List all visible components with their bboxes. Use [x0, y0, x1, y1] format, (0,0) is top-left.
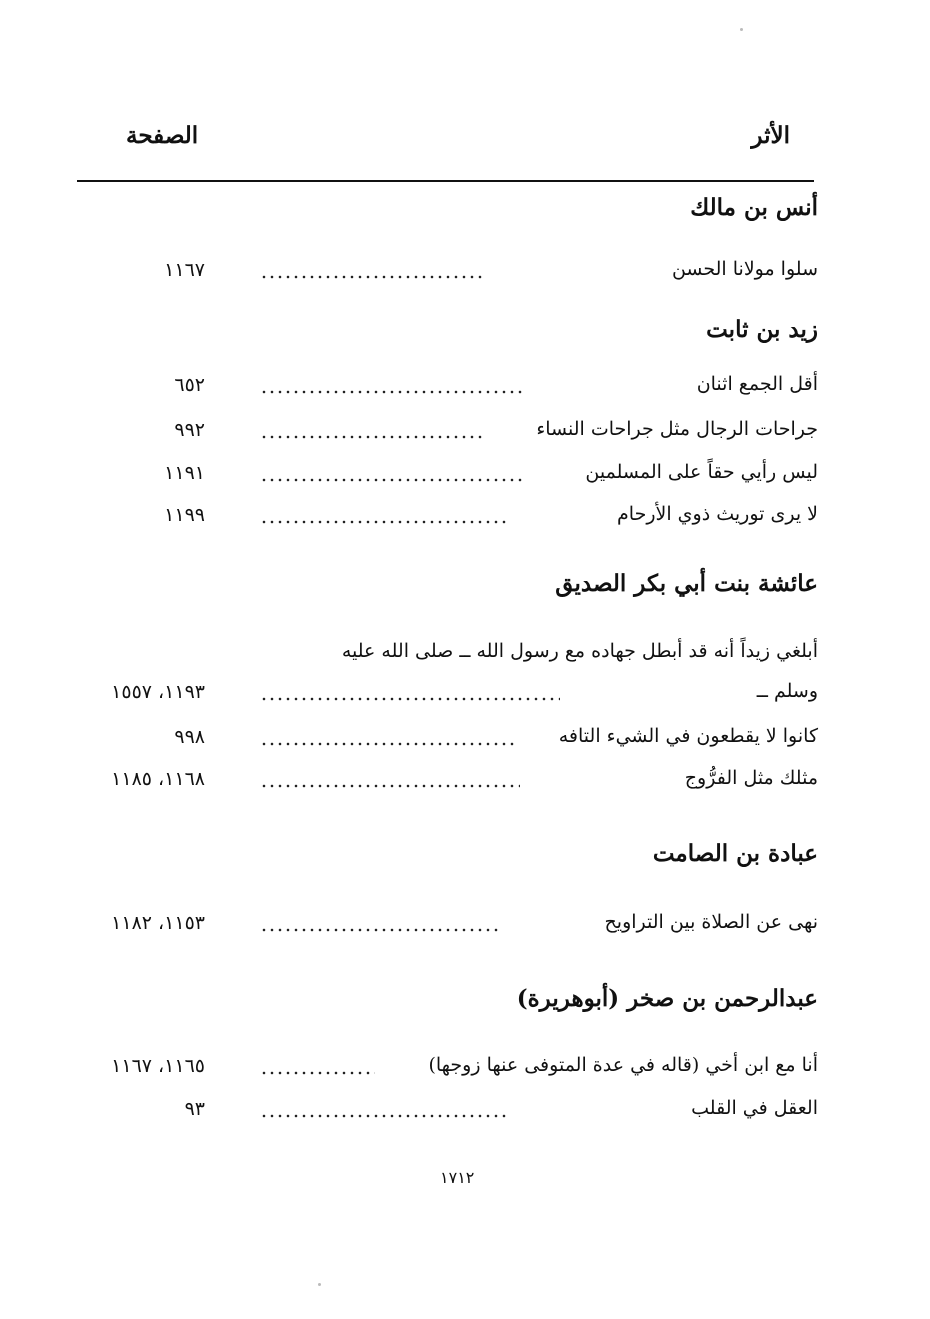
index-entry	[95, 258, 818, 294]
header-divider	[77, 180, 814, 182]
dot-leader	[260, 739, 515, 749]
index-entry	[95, 767, 818, 803]
section-title-aisha: عائشة بنت أبي بكر الصديق	[555, 570, 818, 597]
index-entry	[95, 911, 818, 947]
dot-leader	[260, 387, 525, 397]
section-title-anas: أنس بن مالك	[690, 194, 818, 221]
index-entry	[95, 680, 818, 716]
scan-speck	[740, 28, 743, 31]
entry-pages: ٦٥٢	[174, 374, 205, 396]
index-entry	[95, 503, 818, 539]
entry-pages: ١١٥٣، ١١٨٢	[111, 912, 205, 934]
index-entry	[95, 725, 818, 761]
entry-pages: ٩٣	[184, 1098, 205, 1120]
entry-pages: ١١٦٨، ١١٨٥	[111, 768, 205, 790]
entry-text: أنا مع ابن أخي (قاله في عدة المتوفى عنها زوجها)	[428, 1054, 818, 1076]
entry-text: ليس رأيي حقاً على المسلمين	[585, 461, 818, 483]
entry-pages: ١١٦٧	[164, 259, 205, 281]
entry-text: وسلم ــ	[756, 680, 818, 702]
scan-speck	[318, 1283, 321, 1286]
dot-leader	[260, 432, 485, 442]
entry-text: كانوا لا يقطعون في الشيء التافه	[558, 725, 818, 747]
entry-text: سلوا مولانا الحسن	[671, 258, 818, 280]
index-entry	[95, 418, 818, 454]
entry-pages: ٩٩٢	[174, 419, 205, 441]
entry-pages: ١١٩١	[164, 462, 205, 484]
header-page-label: الصفحة	[126, 122, 199, 149]
dot-leader	[260, 1068, 375, 1078]
entry-text: جراحات الرجال مثل جراحات النساء	[536, 418, 818, 440]
entry-text: مثلك مثل الفرُّوج	[684, 767, 818, 789]
section-title-abu-huraira: عبدالرحمن بن صخر (أبوهريرة)	[516, 985, 818, 1012]
entry-pages: ١١٩٣، ١٥٥٧	[111, 681, 205, 703]
entry-text: أقل الجمع اثنان	[696, 373, 818, 395]
index-entry	[95, 1054, 818, 1090]
dot-leader	[260, 272, 485, 282]
entry-text: نهى عن الصلاة بين التراويح	[604, 911, 818, 933]
dot-leader	[260, 694, 560, 704]
dot-leader	[260, 517, 510, 527]
entry-pages: ١١٦٥، ١١٦٧	[111, 1055, 205, 1077]
section-title-ubada: عبادة بن الصامت	[652, 840, 818, 867]
dot-leader	[260, 781, 520, 791]
dot-leader	[260, 475, 525, 485]
section-title-zayd: زيد بن ثابت	[706, 316, 818, 343]
index-entry	[95, 461, 818, 497]
entry-pages: ١١٩٩	[164, 504, 205, 526]
entry-text: لا يرى توريث ذوي الأرحام	[617, 503, 818, 525]
entry-pages: ٩٩٨	[174, 726, 205, 748]
header-athar-label: الأثر	[751, 122, 790, 149]
page-number: ١٧١٢	[440, 1168, 475, 1187]
entry-text: العقل في القلب	[691, 1097, 818, 1119]
entry-text-line1: أبلغي زيداً أنه قد أبطل جهاده مع رسول الله ــ صلى الله عليه	[341, 640, 818, 662]
index-entry	[95, 1097, 818, 1133]
dot-leader	[260, 925, 500, 935]
index-entry	[95, 373, 818, 409]
dot-leader	[260, 1111, 510, 1121]
